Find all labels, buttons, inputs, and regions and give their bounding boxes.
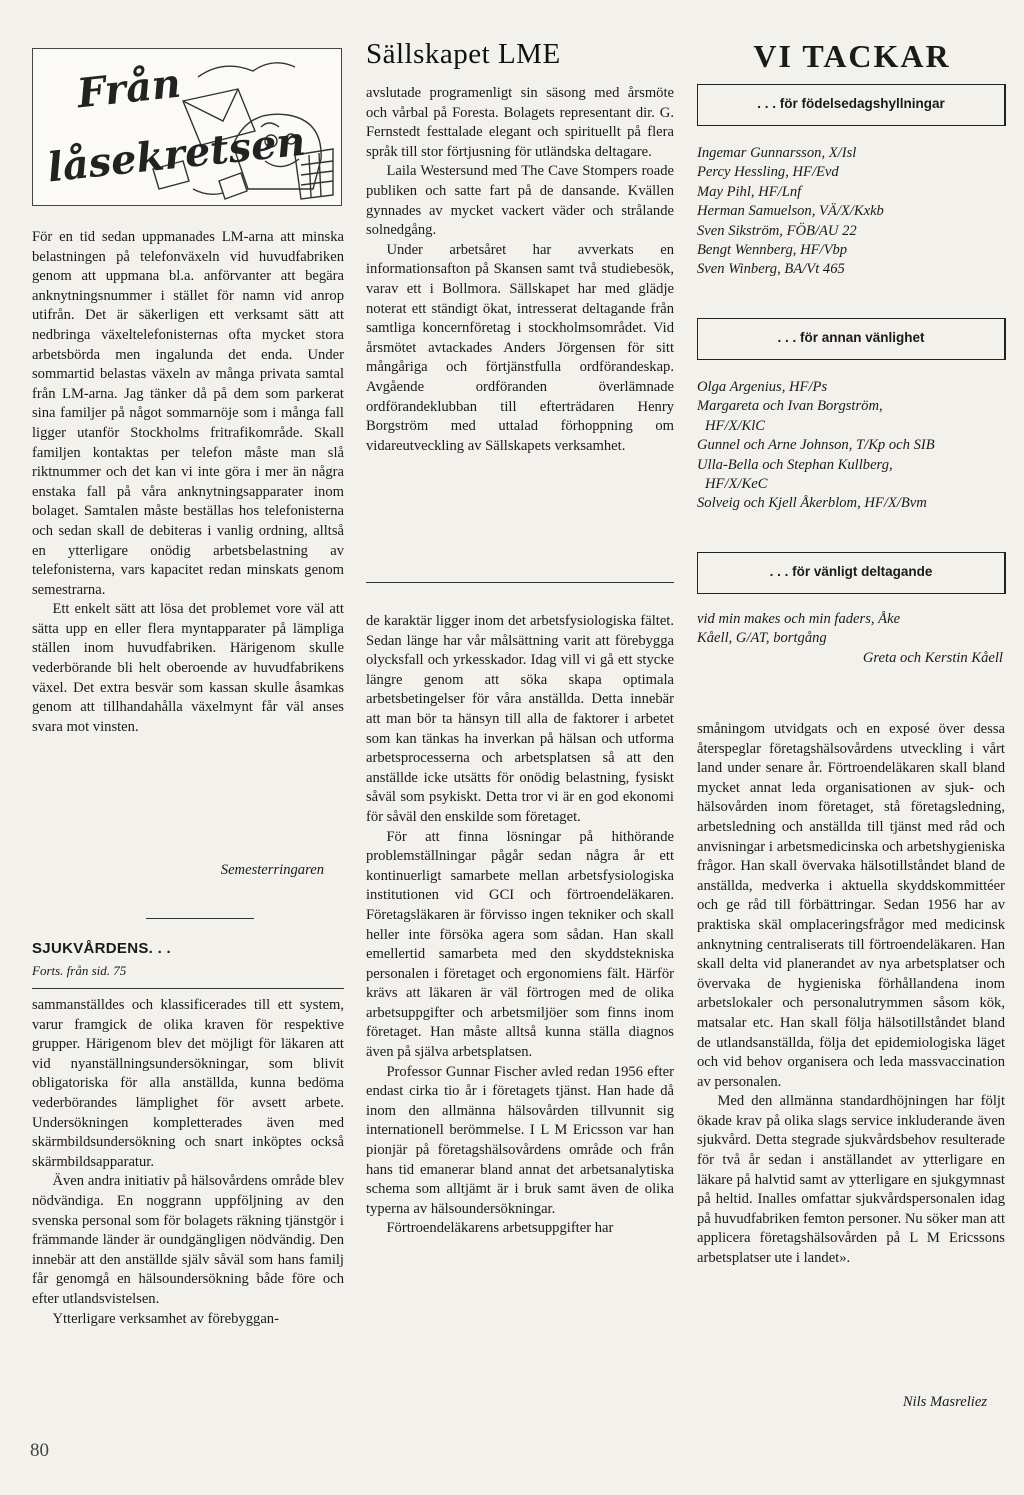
list-item: Bengt Wennberg, HF/Vbp <box>697 242 848 259</box>
divider <box>366 582 674 583</box>
paragraph: Förtroendeläkarens arbetsuppgifter har <box>386 1220 614 1237</box>
illustration-title-line1: Från <box>74 59 183 118</box>
article-text <box>697 720 1005 1269</box>
thanks-category-label: . . . för vänligt deltagande <box>769 564 933 579</box>
paragraph: Ytterligare verksamhet av förebyggan- <box>52 1310 279 1327</box>
paragraph: Laila Westersund med The Cave Stompers roade publiken och satte fart på de dansande. Kvällen gynnades av mycket vackert väder och strålande solnedgång. <box>366 163 674 239</box>
letter-signature: Semesterringaren <box>220 862 324 878</box>
continued-from-reference: Forts. från sid. 75 <box>32 963 127 978</box>
list-item: Kåell, G/AT, bortgång <box>697 630 827 647</box>
page-number: 80 <box>30 1440 49 1461</box>
thanks-category-label: . . . för annan vänlighet <box>777 330 925 345</box>
list-item: Sven Sikström, FÖB/AU 22 <box>697 222 857 239</box>
article-signature: Nils Masreliez <box>902 1394 987 1410</box>
paragraph: Professor Gunnar Fischer avled redan 1956 efter endast cirka tio år i företagets tjänst. Han hade då inom den allmänna hälsovården tillvunnit sig internationell berömmelse. I L M Ericsson var han pionjär på företagshälsovårdens område och från hans tid emanerar bland annat det arbetsanalytiska schema som alltjämt är i bruk samt även de olika typerna av hälsoundersökningar. <box>366 1063 674 1217</box>
thanks-category-box <box>697 552 1006 594</box>
paragraph: Ett enkelt sätt att lösa det problemet vore väl att sätta upp en eller flera myntapparater på lämpliga ställen inom huvudfabriken. Härigenom skulle vederbörande bli helt oberoende av huvudfabrikens växel. Det extra besvär som kassan skulle åsamkas genom att tillhandahålla växelmynt får väl anses svara mot vinsten. <box>32 601 344 735</box>
list-item: HF/X/KlC <box>705 417 765 434</box>
paragraph: småningom utvidgats och en exposé över dessa återspeglar företagshälsovårdens utveckling i vårt land under senare år. Förtroendeläkaren skall bland mycket annat leda organisationen av sjuk- och hälsovården inom företaget, stå företagsledning, arbetsledning och anställda till tjänst med råd och anvisningar i arbetsmedicinska och arbetshygieniska frågor. Han skall övervaka hälsotillståndet bland de anställda, medverka i aktuella skyddskommittéer och ge råd till förbättringar. Sedan 1956 har av praktiska skäl omplaceringsfrågor med medicinsk anknytning centraliserats till förtroendeläkaren. Han skall delta vid planerandet av nya arbetsplatser och övervaka de hygieniska förhållandena inom arbetslokaler och personalutrymmen såsom kök, matsalar etc. Han skall följa hälsotillståndet bland de utlandsanställda, följa det epidemiologiska läget och vid behov organisera och leda massvaccination av personalen. <box>697 721 1005 1090</box>
article-text <box>32 996 344 1329</box>
paragraph: de karaktär ligger inom det arbetsfysiologiska fältet. Sedan länge har vår målsättning varit att förebygga olycksfall och yrkesskador. Idag vill vi gå ett stycke längre genom att söka skapa optimala arbetsbetingelser för våra anställda. Detta innebär att man bör ta hänsyn till alla de faktorer i arbetet som kan tänkas ha inverkan på hälsan och utforma arbetsprocesserna och arbetsplatsen så att den anställde icke utsätts för onödig belastning, fysiskt såväl som psykiskt. Detta tror vi är en god ekonomi för såväl den enskilde som företaget. <box>366 613 674 825</box>
divider <box>32 988 344 989</box>
list-item: May Pihl, HF/Lnf <box>697 183 802 200</box>
list-item: Margareta och Ivan Borgström, <box>697 398 883 415</box>
paragraph: Även andra initiativ på hälsovårdens område blev nödvändiga. En noggrann uppföljning av den svenska personal som för bolagets räkning tjänstgör i främmande länder är oundgängligen nödvändig. Den innebär att den anställde själv såväl som hans familj får genomgå en hälsoundersökning både före och efter utlandsvistelsen. <box>32 1173 344 1307</box>
list-item: Percy Hessling, HF/Evd <box>697 164 839 181</box>
thanks-category-box <box>697 318 1006 360</box>
list-item: Gunnel och Arne Johnson, T/Kp och SIB <box>697 437 935 454</box>
paragraph: Med den allmänna standardhöjningen har följt ökade krav på olika slags service inkluderande även sjukvård. Detta stegrade sjukvårdsbehov resulterade för två år sedan i anställandet av ytterligare en läkare på halvtid samt av ytterligare en sjukgymnast på heltid. Inalles omfattar sjukvårdspersonalen idag på huvudfabriken femton personer. Nu söker man att applicera företagshälsovården på L M Ericssons arbetsplatser ute i landet». <box>697 1093 1006 1267</box>
paragraph: Under arbetsåret har avverkats en informationsafton på Skansen samt två studiebesök, varav ett i Bollmora. Sällskapet har med glädje noterat ett ständigt ökat, intresserat deltagande från samtliga koncernföretag i stockholmsområdet. Vid årsmötet avtackades Anders Jörgensen för sitt mångåriga och förtjänstfulla ordförandeskap. Avgående ordföranden överlämnade ordförandeklubban till efterträdaren Henry Borgström med uttalad förhoppning om vidareutveckling av Sällskapets verksamhet. <box>366 241 674 454</box>
divider <box>146 918 254 919</box>
paragraph: sammanställdes och klassificerades till ett system, varur framgick de olika kraven för respektive grupper. Härigenom blev det möjligt för läkaren att vid nyanställningsundersökningar, som blivit obligatoriska för alla anställda, kunna bedöma vederbörandes lämplighet för avsett arbete. Undersökningen kompletterades även med skärmbildsundersökning och snart inköptes också skärmbildsapparatur. <box>32 997 344 1170</box>
paragraph: För en tid sedan uppmanades LM-arna att minska belastningen på telefonväxeln vid huvudfabriken genom att uppmana bl.a. anförvanter att begära anknytningsnummer i stället för namn vid anrop utifrån. Det är säkerligen ett verksamt sätt att nedbringa växeltelefonisternas ofta mycket stora arbetsbörda men ingalunda det enda. Under sommartid belastas växeln av många privata samtal från LM-arna. Jag tänker då på dem som parkerat sina familjer på något sommarnöje som i många fall ligger utanför Stockholms fritrafikområde. Skall familjen kontaktas per telefon måste man slå riktnummer och det kan vi inte göra i mer än några enstaka fall på våra anknytningsapparater inom bolaget. Samtalen måste beställas hos telefonisterna och sedan skall de debiteras i vanlig ordning, alltså en ytterligare onödig arbetsbelastning av telefonisterna, vars kapacitet redan minskats genom semestrarna. <box>32 229 344 598</box>
article-text <box>366 84 674 456</box>
list-item: Greta och Kerstin Kåell <box>862 649 1003 666</box>
thanks-list <box>697 378 1003 514</box>
list-item: Olga Argenius, HF/Ps <box>697 379 828 395</box>
letter-text <box>32 228 344 737</box>
section-title: VI TACKAR <box>753 38 951 74</box>
list-item: Ingemar Gunnarsson, X/Isl <box>697 145 857 161</box>
paragraph: För att finna lösningar på hithörande problemställningar pågår sedan några år ett kontinuerligt samarbete mellan arbetsfysiologiska institutionen vid GCI och förtroendeläkaren. Företagsläkaren är förvisso ingen tekniker och skall heller inte försöka agera som sådan. Han skall emellertid samarbeta med den skyddstekniska personalen i företaget och ergonomiens fält. Härför krävs att läkaren är väl förtrogen med de olika arbetsuppgifter och arbetsmiljöer som finns inom företaget. Han måste alltså kunna ställa diagnos även på själva arbetsplatsen. <box>366 828 674 1061</box>
list-item: Sven Winberg, BA/Vt 465 <box>697 261 845 278</box>
illustration-box <box>32 48 342 206</box>
article-title: Sällskapet LME <box>366 38 561 70</box>
thanks-list <box>697 610 1003 668</box>
list-item: vid min makes och min faders, Åke <box>697 611 901 627</box>
list-item: HF/X/KeC <box>705 476 768 493</box>
list-item: Solveig och Kjell Åkerblom, HF/X/Bvm <box>697 495 927 512</box>
illustration-title-line2: låsekretsen <box>45 117 308 192</box>
section-heading: SJUKVÅRDENS. . . <box>32 940 171 957</box>
paragraph: avslutade programenligt sin säsong med årsmöte och vårbal på Foresta. Bolagets representant dir. G. Fernstedt festtalade elegant och spirituellt på flera språk till stor förtjusning för utländska deltagare. <box>366 85 674 160</box>
thanks-list <box>697 144 1003 280</box>
article-text <box>366 612 674 1239</box>
list-item: Ulla-Bella och Stephan Kullberg, <box>697 456 893 473</box>
list-item: Herman Samuelson, VÄ/X/Kxkb <box>697 203 884 220</box>
thanks-category-box <box>697 84 1006 126</box>
thanks-category-label: . . . för födelsedagshyllningar <box>757 96 945 111</box>
